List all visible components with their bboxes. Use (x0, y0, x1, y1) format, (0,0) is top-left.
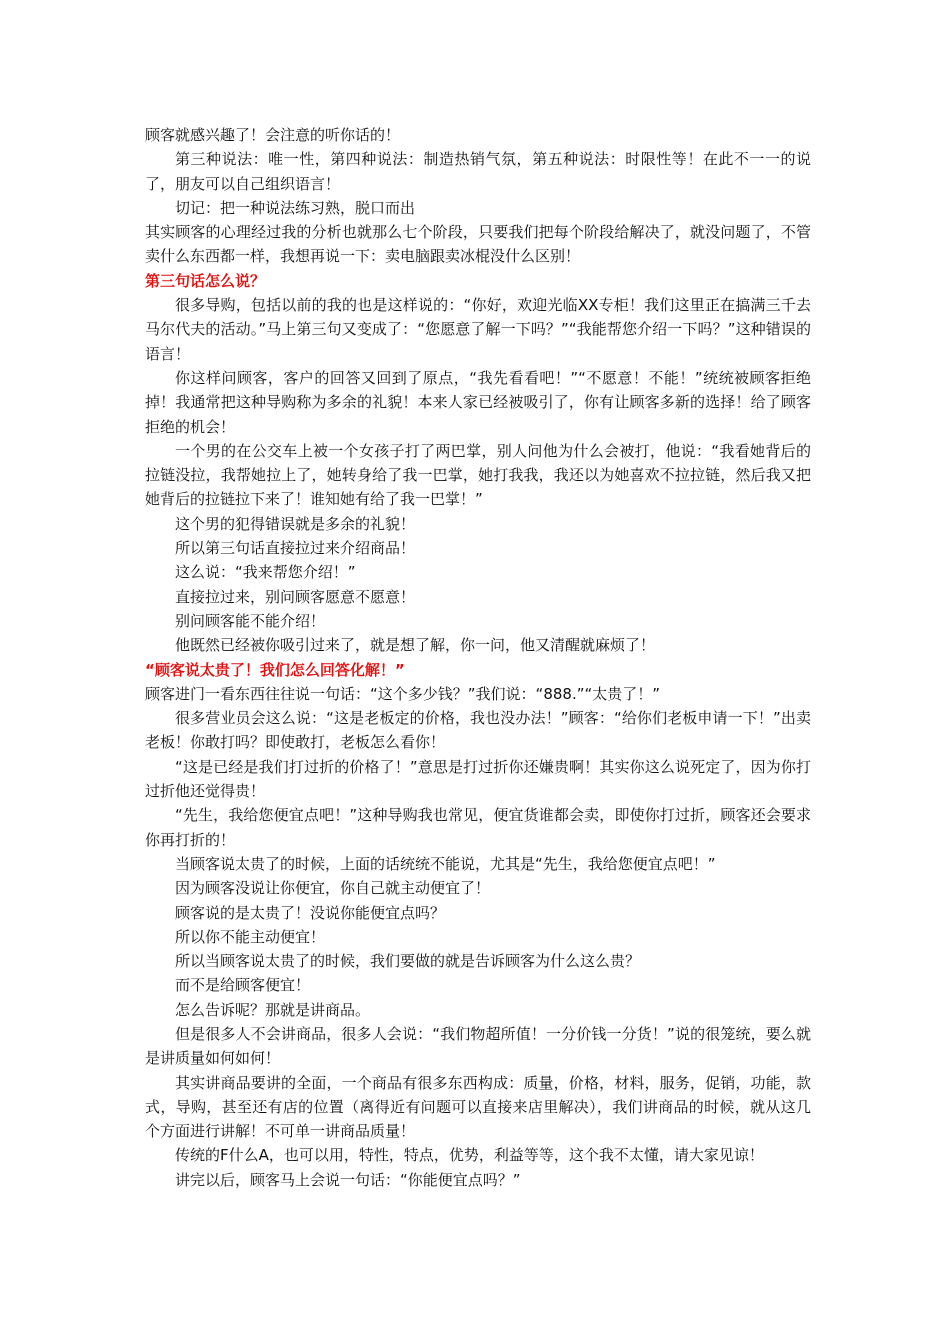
paragraph: 直接拉过来，别问顾客愿意不愿意！ (175, 587, 416, 606)
paragraph: 这个男的犯得错误就是多余的礼貌！ (175, 514, 416, 533)
paragraph: 很多导购，包括以前的我的也是这样说的：“你好，欢迎光临XX专柜！我们这里正在搞满三千去马尔代夫的活动。”马上第三句又变成了：“您愿意了解一下吗？”“我能帮您介绍一下吗？”这种错误的语言！ (145, 296, 811, 363)
paragraph: 很多营业员会这么说：“这是老板定的价格，我也没办法！”顾客：“给你们老板申请一下！”出卖老板！你敢打吗？即使敢打，老板怎么看你！ (145, 709, 811, 752)
section-heading: 第三句话怎么说？ (145, 271, 266, 290)
paragraph: 顾客说的是太贵了！没说你能便宜点吗？ (175, 903, 446, 922)
paragraph: 所以当顾客说太贵了的时候，我们要做的就是告诉顾客为什么这么贵？ (175, 952, 641, 971)
paragraph: 其实讲商品要讲的全面，一个商品有很多东西构成：质量，价格，材料，服务，促销，功能，款式，导购，甚至还有店的位置（离得近有问题可以直接来店里解决），我们讲商品的时候，就从这几个方面进行讲解！不可单一讲商品质量！ (145, 1073, 811, 1141)
paragraph: 切记：把一种说法练习熟，脱口而出 (175, 198, 416, 217)
paragraph: 而不是给顾客便宜！ (175, 976, 311, 995)
paragraph: 但是很多人不会讲商品，很多人会说：“我们物超所值！一分价钱一分货！”说的很笼统，要么就是讲质量如何如何！ (145, 1024, 811, 1068)
document-page (145, 123, 811, 1192)
paragraph: 别问顾客能不能介绍！ (175, 611, 326, 630)
paragraph: “先生，我给您便宜点吧！”这种导购我也常见，便宜货谁都会卖，即使你打过折，顾客还会要求你再打折的！ (145, 806, 811, 849)
paragraph: 他既然已经被你吸引过来了，就是想了解，你一问，他又清醒就麻烦了！ (175, 636, 656, 655)
paragraph: 第三种说法：唯一性，第四种说法：制造热销气氛，第五种说法：时限性等！在此不一一的说了，朋友可以自己组织语言！ (145, 150, 811, 193)
section-heading: “顾客说太贵了！我们怎么回答化解！” (145, 660, 405, 679)
paragraph: 传统的F什么A，也可以用，特性，特点，优势，利益等等，这个我不太懂，请大家见谅！ (175, 1146, 764, 1165)
paragraph: 怎么告诉呢？那就是讲商品。 (175, 1000, 371, 1019)
paragraph: 讲完以后，顾客马上会说一句话：“你能便宜点吗？” (175, 1170, 521, 1189)
paragraph: 其实顾客的心理经过我的分析也就那么七个阶段，只要我们把每个阶段给解决了，就没问题了，不管卖什么东西都一样，我想再说一下：卖电脑跟卖冰棍没什么区别！ (145, 223, 811, 266)
paragraph: 顾客就感兴趣了！会注意的听你话的！ (145, 126, 401, 144)
paragraph: 顾客进门一看东西往往说一句话：“这个多少钱？”我们说：“888.”“太贵了！” (145, 684, 661, 703)
paragraph: 你这样问顾客，客户的回答又回到了原点，“我先看看吧！”“不愿意！不能！”统统被顾客拒绝掉！我通常把这种导购称为多余的礼貌！本来人家已经被吸引了，你有让顾客多新的选择！给了顾客拒绝的机会！ (145, 368, 811, 436)
paragraph: 因为顾客没说让你便宜，你自己就主动便宜了！ (175, 879, 491, 898)
paragraph: 当顾客说太贵了的时候，上面的话统统不能说，尤其是“先生，我给您便宜点吧！” (175, 854, 716, 873)
paragraph: 这么说：“我来帮您介绍！” (175, 563, 356, 582)
paragraph: 所以你不能主动便宜！ (175, 927, 326, 946)
paragraph: 一个男的在公交车上被一个女孩子打了两巴掌，别人问他为什么会被打，他说：“我看她背后的拉链没拉，我帮她拉上了，她转身给了我一巴掌，她打我我，我还以为她喜欢不拉拉链，然后我又把她背后的拉链拉下来了！谁知她有给了我一巴掌！” (145, 441, 811, 509)
paragraph: 所以第三句话直接拉过来介绍商品！ (175, 539, 416, 558)
paragraph: “这是已经是我们打过折的价格了！”意思是打过折你还嫌贵啊！其实你这么说死定了，因为你打过折他还觉得贵！ (145, 757, 811, 801)
